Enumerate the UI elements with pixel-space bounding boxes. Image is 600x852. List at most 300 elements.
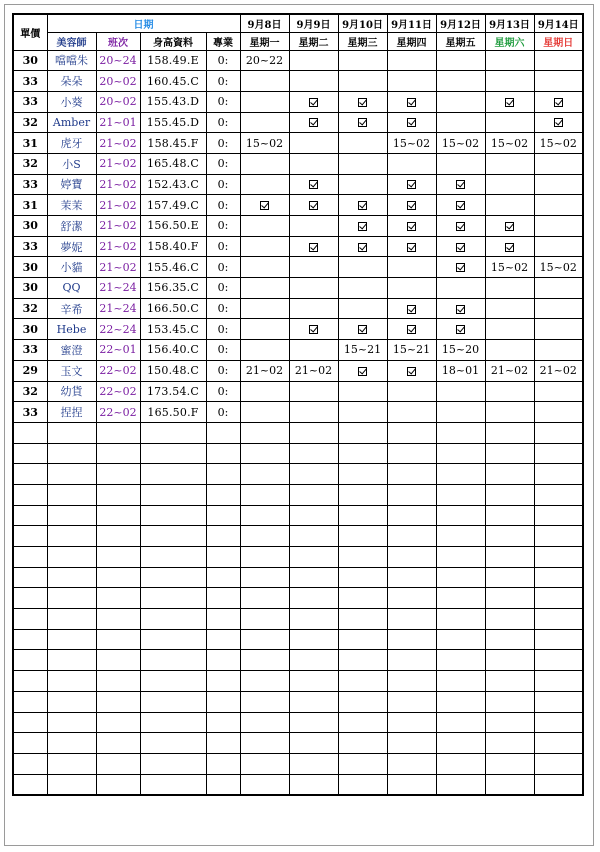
empty-cell[interactable] <box>289 422 338 443</box>
spec-cell[interactable]: 0: <box>206 216 240 237</box>
empty-cell[interactable] <box>485 319 534 340</box>
name-cell[interactable]: 茉茉 <box>47 195 96 216</box>
name-cell[interactable]: 蜜澄 <box>47 340 96 361</box>
time-cell[interactable]: 15~21 <box>387 340 436 361</box>
empty-cell[interactable] <box>96 464 140 485</box>
empty-cell[interactable] <box>485 422 534 443</box>
empty-cell[interactable] <box>240 381 289 402</box>
empty-cell[interactable] <box>140 588 206 609</box>
empty-cell[interactable] <box>96 567 140 588</box>
empty-cell[interactable] <box>47 505 96 526</box>
time-cell[interactable]: 15~21 <box>338 340 387 361</box>
empty-cell[interactable] <box>240 464 289 485</box>
spec-cell[interactable]: 0: <box>206 360 240 381</box>
empty-cell[interactable] <box>436 712 485 733</box>
empty-cell[interactable] <box>436 505 485 526</box>
empty-cell[interactable] <box>240 484 289 505</box>
body-cell[interactable]: 155.46.C <box>140 257 206 278</box>
empty-cell[interactable] <box>436 753 485 774</box>
spec-cell[interactable]: 0: <box>206 195 240 216</box>
empty-cell[interactable] <box>485 733 534 754</box>
empty-cell[interactable] <box>13 422 47 443</box>
body-cell[interactable]: 156.35.C <box>140 278 206 299</box>
empty-cell[interactable] <box>485 650 534 671</box>
spec-cell[interactable]: 0: <box>206 278 240 299</box>
empty-cell[interactable] <box>47 712 96 733</box>
empty-cell[interactable] <box>289 443 338 464</box>
empty-cell[interactable] <box>289 526 338 547</box>
body-cell[interactable]: 150.48.C <box>140 360 206 381</box>
shift-cell[interactable]: 20~02 <box>96 91 140 112</box>
empty-cell[interactable] <box>436 526 485 547</box>
empty-cell[interactable] <box>436 402 485 423</box>
empty-cell[interactable] <box>206 733 240 754</box>
empty-cell[interactable] <box>338 402 387 423</box>
empty-cell[interactable] <box>436 464 485 485</box>
empty-cell[interactable] <box>436 547 485 568</box>
spec-cell[interactable]: 0: <box>206 71 240 92</box>
checked-cell[interactable] <box>338 236 387 257</box>
empty-cell[interactable] <box>96 691 140 712</box>
empty-cell[interactable] <box>534 547 583 568</box>
empty-cell[interactable] <box>338 567 387 588</box>
body-cell[interactable]: 156.50.E <box>140 216 206 237</box>
empty-cell[interactable] <box>436 112 485 133</box>
empty-cell[interactable] <box>534 422 583 443</box>
checked-cell[interactable] <box>289 91 338 112</box>
empty-cell[interactable] <box>13 712 47 733</box>
empty-cell[interactable] <box>534 319 583 340</box>
empty-cell[interactable] <box>240 174 289 195</box>
name-cell[interactable]: QQ <box>47 278 96 299</box>
empty-cell[interactable] <box>206 567 240 588</box>
time-cell[interactable]: 15~02 <box>387 133 436 154</box>
empty-cell[interactable] <box>47 464 96 485</box>
empty-cell[interactable] <box>96 422 140 443</box>
checked-cell[interactable] <box>338 91 387 112</box>
empty-cell[interactable] <box>387 753 436 774</box>
empty-cell[interactable] <box>485 691 534 712</box>
price-cell[interactable]: 30 <box>13 257 47 278</box>
checked-cell[interactable] <box>289 112 338 133</box>
empty-cell[interactable] <box>387 774 436 795</box>
empty-cell[interactable] <box>338 298 387 319</box>
empty-cell[interactable] <box>13 629 47 650</box>
empty-cell[interactable] <box>289 402 338 423</box>
shift-cell[interactable]: 20~24 <box>96 50 140 71</box>
name-cell[interactable]: 捏捏 <box>47 402 96 423</box>
checked-cell[interactable] <box>338 195 387 216</box>
empty-cell[interactable] <box>240 443 289 464</box>
empty-cell[interactable] <box>206 464 240 485</box>
checked-cell[interactable] <box>387 298 436 319</box>
empty-cell[interactable] <box>485 464 534 485</box>
spec-cell[interactable]: 0: <box>206 257 240 278</box>
empty-cell[interactable] <box>534 609 583 630</box>
empty-cell[interactable] <box>338 712 387 733</box>
checked-cell[interactable] <box>387 174 436 195</box>
empty-cell[interactable] <box>534 71 583 92</box>
empty-cell[interactable] <box>47 526 96 547</box>
checked-cell[interactable] <box>289 174 338 195</box>
empty-cell[interactable] <box>534 195 583 216</box>
empty-cell[interactable] <box>206 484 240 505</box>
empty-cell[interactable] <box>436 91 485 112</box>
spec-cell[interactable]: 0: <box>206 236 240 257</box>
empty-cell[interactable] <box>485 547 534 568</box>
body-cell[interactable]: 158.49.E <box>140 50 206 71</box>
checked-cell[interactable] <box>338 319 387 340</box>
empty-cell[interactable] <box>96 443 140 464</box>
empty-cell[interactable] <box>338 133 387 154</box>
empty-cell[interactable] <box>485 278 534 299</box>
name-cell[interactable]: 小葵 <box>47 91 96 112</box>
empty-cell[interactable] <box>534 236 583 257</box>
time-cell[interactable]: 15~20 <box>436 340 485 361</box>
empty-cell[interactable] <box>485 484 534 505</box>
empty-cell[interactable] <box>485 298 534 319</box>
empty-cell[interactable] <box>96 588 140 609</box>
empty-cell[interactable] <box>240 340 289 361</box>
empty-cell[interactable] <box>96 609 140 630</box>
time-cell[interactable]: 21~02 <box>240 360 289 381</box>
shift-cell[interactable]: 21~02 <box>96 174 140 195</box>
spec-cell[interactable]: 0: <box>206 91 240 112</box>
empty-cell[interactable] <box>140 609 206 630</box>
shift-cell[interactable]: 21~01 <box>96 112 140 133</box>
body-cell[interactable]: 153.45.C <box>140 319 206 340</box>
spec-cell[interactable]: 0: <box>206 174 240 195</box>
empty-cell[interactable] <box>206 526 240 547</box>
empty-cell[interactable] <box>387 443 436 464</box>
checked-cell[interactable] <box>338 360 387 381</box>
price-cell[interactable]: 30 <box>13 216 47 237</box>
checked-cell[interactable] <box>289 195 338 216</box>
empty-cell[interactable] <box>240 278 289 299</box>
spec-cell[interactable]: 0: <box>206 319 240 340</box>
empty-cell[interactable] <box>485 774 534 795</box>
price-cell[interactable]: 31 <box>13 195 47 216</box>
empty-cell[interactable] <box>338 381 387 402</box>
empty-cell[interactable] <box>13 774 47 795</box>
empty-cell[interactable] <box>485 402 534 423</box>
empty-cell[interactable] <box>289 464 338 485</box>
empty-cell[interactable] <box>534 629 583 650</box>
name-cell[interactable]: 朵朵 <box>47 71 96 92</box>
empty-cell[interactable] <box>13 609 47 630</box>
empty-cell[interactable] <box>289 381 338 402</box>
empty-cell[interactable] <box>485 588 534 609</box>
empty-cell[interactable] <box>534 216 583 237</box>
empty-cell[interactable] <box>387 505 436 526</box>
empty-cell[interactable] <box>289 650 338 671</box>
empty-cell[interactable] <box>240 547 289 568</box>
empty-cell[interactable] <box>47 588 96 609</box>
empty-cell[interactable] <box>206 505 240 526</box>
empty-cell[interactable] <box>387 671 436 692</box>
empty-cell[interactable] <box>240 319 289 340</box>
shift-cell[interactable]: 22~24 <box>96 319 140 340</box>
body-cell[interactable]: 165.50.F <box>140 402 206 423</box>
empty-cell[interactable] <box>289 753 338 774</box>
empty-cell[interactable] <box>140 712 206 733</box>
empty-cell[interactable] <box>96 712 140 733</box>
empty-cell[interactable] <box>436 671 485 692</box>
empty-cell[interactable] <box>436 381 485 402</box>
empty-cell[interactable] <box>338 629 387 650</box>
empty-cell[interactable] <box>47 567 96 588</box>
empty-cell[interactable] <box>289 774 338 795</box>
empty-cell[interactable] <box>338 547 387 568</box>
empty-cell[interactable] <box>240 112 289 133</box>
empty-cell[interactable] <box>436 691 485 712</box>
empty-cell[interactable] <box>338 774 387 795</box>
checked-cell[interactable] <box>387 236 436 257</box>
price-cell[interactable]: 33 <box>13 91 47 112</box>
checked-cell[interactable] <box>485 236 534 257</box>
empty-cell[interactable] <box>338 464 387 485</box>
body-cell[interactable]: 173.54.C <box>140 381 206 402</box>
spec-cell[interactable]: 0: <box>206 50 240 71</box>
price-cell[interactable]: 32 <box>13 153 47 174</box>
empty-cell[interactable] <box>338 278 387 299</box>
empty-cell[interactable] <box>240 753 289 774</box>
checked-cell[interactable] <box>338 216 387 237</box>
spec-cell[interactable]: 0: <box>206 112 240 133</box>
empty-cell[interactable] <box>436 629 485 650</box>
empty-cell[interactable] <box>485 629 534 650</box>
time-cell[interactable]: 15~02 <box>534 257 583 278</box>
empty-cell[interactable] <box>13 464 47 485</box>
spec-cell[interactable]: 0: <box>206 381 240 402</box>
empty-cell[interactable] <box>485 712 534 733</box>
empty-cell[interactable] <box>436 484 485 505</box>
price-cell[interactable]: 33 <box>13 236 47 257</box>
empty-cell[interactable] <box>240 733 289 754</box>
empty-cell[interactable] <box>436 153 485 174</box>
empty-cell[interactable] <box>140 505 206 526</box>
empty-cell[interactable] <box>436 278 485 299</box>
empty-cell[interactable] <box>240 71 289 92</box>
empty-cell[interactable] <box>534 278 583 299</box>
empty-cell[interactable] <box>140 484 206 505</box>
empty-cell[interactable] <box>140 547 206 568</box>
empty-cell[interactable] <box>13 753 47 774</box>
empty-cell[interactable] <box>96 774 140 795</box>
empty-cell[interactable] <box>534 691 583 712</box>
empty-cell[interactable] <box>338 50 387 71</box>
price-cell[interactable]: 31 <box>13 133 47 154</box>
empty-cell[interactable] <box>240 422 289 443</box>
shift-cell[interactable]: 22~01 <box>96 340 140 361</box>
time-cell[interactable]: 15~02 <box>485 133 534 154</box>
checked-cell[interactable] <box>485 216 534 237</box>
empty-cell[interactable] <box>47 422 96 443</box>
empty-cell[interactable] <box>13 691 47 712</box>
empty-cell[interactable] <box>240 236 289 257</box>
empty-cell[interactable] <box>47 650 96 671</box>
body-cell[interactable]: 158.45.F <box>140 133 206 154</box>
time-cell[interactable]: 21~02 <box>534 360 583 381</box>
checked-cell[interactable] <box>436 236 485 257</box>
empty-cell[interactable] <box>13 671 47 692</box>
empty-cell[interactable] <box>387 588 436 609</box>
empty-cell[interactable] <box>240 153 289 174</box>
empty-cell[interactable] <box>289 505 338 526</box>
empty-cell[interactable] <box>534 50 583 71</box>
empty-cell[interactable] <box>436 567 485 588</box>
empty-cell[interactable] <box>240 650 289 671</box>
empty-cell[interactable] <box>485 671 534 692</box>
price-cell[interactable]: 30 <box>13 278 47 299</box>
shift-cell[interactable]: 22~02 <box>96 360 140 381</box>
empty-cell[interactable] <box>289 691 338 712</box>
empty-cell[interactable] <box>47 443 96 464</box>
empty-cell[interactable] <box>387 422 436 443</box>
empty-cell[interactable] <box>534 505 583 526</box>
empty-cell[interactable] <box>140 753 206 774</box>
empty-cell[interactable] <box>387 629 436 650</box>
time-cell[interactable]: 15~02 <box>485 257 534 278</box>
empty-cell[interactable] <box>96 753 140 774</box>
empty-cell[interactable] <box>289 567 338 588</box>
body-cell[interactable]: 166.50.C <box>140 298 206 319</box>
empty-cell[interactable] <box>289 216 338 237</box>
empty-cell[interactable] <box>485 443 534 464</box>
empty-cell[interactable] <box>13 588 47 609</box>
body-cell[interactable]: 165.48.C <box>140 153 206 174</box>
name-cell[interactable]: 舒潔 <box>47 216 96 237</box>
empty-cell[interactable] <box>338 484 387 505</box>
body-cell[interactable]: 152.43.C <box>140 174 206 195</box>
checked-cell[interactable] <box>387 112 436 133</box>
empty-cell[interactable] <box>96 526 140 547</box>
empty-cell[interactable] <box>338 153 387 174</box>
spec-cell[interactable]: 0: <box>206 402 240 423</box>
checked-cell[interactable] <box>534 112 583 133</box>
name-cell[interactable]: Hebe <box>47 319 96 340</box>
price-cell[interactable]: 30 <box>13 50 47 71</box>
shift-cell[interactable]: 21~02 <box>96 133 140 154</box>
checked-cell[interactable] <box>289 319 338 340</box>
shift-cell[interactable]: 22~02 <box>96 402 140 423</box>
empty-cell[interactable] <box>240 526 289 547</box>
price-cell[interactable]: 29 <box>13 360 47 381</box>
empty-cell[interactable] <box>338 671 387 692</box>
empty-cell[interactable] <box>485 340 534 361</box>
empty-cell[interactable] <box>96 505 140 526</box>
empty-cell[interactable] <box>485 753 534 774</box>
checked-cell[interactable] <box>436 298 485 319</box>
empty-cell[interactable] <box>485 50 534 71</box>
price-cell[interactable]: 33 <box>13 340 47 361</box>
empty-cell[interactable] <box>240 91 289 112</box>
empty-cell[interactable] <box>387 484 436 505</box>
empty-cell[interactable] <box>534 650 583 671</box>
empty-cell[interactable] <box>534 381 583 402</box>
checked-cell[interactable] <box>436 174 485 195</box>
empty-cell[interactable] <box>289 484 338 505</box>
empty-cell[interactable] <box>436 609 485 630</box>
empty-cell[interactable] <box>436 650 485 671</box>
empty-cell[interactable] <box>13 505 47 526</box>
empty-cell[interactable] <box>206 774 240 795</box>
empty-cell[interactable] <box>140 671 206 692</box>
empty-cell[interactable] <box>387 381 436 402</box>
empty-cell[interactable] <box>240 629 289 650</box>
empty-cell[interactable] <box>436 733 485 754</box>
empty-cell[interactable] <box>206 753 240 774</box>
time-cell[interactable]: 18~01 <box>436 360 485 381</box>
checked-cell[interactable] <box>240 195 289 216</box>
empty-cell[interactable] <box>289 278 338 299</box>
empty-cell[interactable] <box>289 133 338 154</box>
empty-cell[interactable] <box>387 609 436 630</box>
empty-cell[interactable] <box>387 691 436 712</box>
empty-cell[interactable] <box>206 609 240 630</box>
shift-cell[interactable]: 20~02 <box>96 71 140 92</box>
checked-cell[interactable] <box>289 236 338 257</box>
shift-cell[interactable]: 21~02 <box>96 216 140 237</box>
empty-cell[interactable] <box>13 484 47 505</box>
name-cell[interactable]: 夢妮 <box>47 236 96 257</box>
empty-cell[interactable] <box>47 484 96 505</box>
empty-cell[interactable] <box>387 50 436 71</box>
empty-cell[interactable] <box>338 753 387 774</box>
empty-cell[interactable] <box>140 422 206 443</box>
empty-cell[interactable] <box>140 650 206 671</box>
checked-cell[interactable] <box>436 257 485 278</box>
empty-cell[interactable] <box>206 712 240 733</box>
checked-cell[interactable] <box>387 216 436 237</box>
empty-cell[interactable] <box>485 71 534 92</box>
empty-cell[interactable] <box>387 733 436 754</box>
empty-cell[interactable] <box>206 443 240 464</box>
name-cell[interactable]: 小貓 <box>47 257 96 278</box>
time-cell[interactable]: 15~02 <box>436 133 485 154</box>
empty-cell[interactable] <box>96 671 140 692</box>
empty-cell[interactable] <box>534 567 583 588</box>
empty-cell[interactable] <box>436 588 485 609</box>
empty-cell[interactable] <box>240 505 289 526</box>
shift-cell[interactable]: 22~02 <box>96 381 140 402</box>
empty-cell[interactable] <box>436 774 485 795</box>
empty-cell[interactable] <box>289 547 338 568</box>
price-cell[interactable]: 32 <box>13 112 47 133</box>
name-cell[interactable]: 玉文 <box>47 360 96 381</box>
empty-cell[interactable] <box>240 588 289 609</box>
empty-cell[interactable] <box>289 733 338 754</box>
spec-cell[interactable]: 0: <box>206 153 240 174</box>
empty-cell[interactable] <box>240 691 289 712</box>
empty-cell[interactable] <box>436 443 485 464</box>
empty-cell[interactable] <box>387 278 436 299</box>
checked-cell[interactable] <box>534 91 583 112</box>
body-cell[interactable]: 156.40.C <box>140 340 206 361</box>
empty-cell[interactable] <box>534 174 583 195</box>
empty-cell[interactable] <box>485 609 534 630</box>
body-cell[interactable]: 158.40.F <box>140 236 206 257</box>
empty-cell[interactable] <box>140 464 206 485</box>
checked-cell[interactable] <box>387 360 436 381</box>
time-cell[interactable]: 21~02 <box>485 360 534 381</box>
empty-cell[interactable] <box>47 733 96 754</box>
body-cell[interactable]: 160.45.C <box>140 71 206 92</box>
empty-cell[interactable] <box>140 567 206 588</box>
empty-cell[interactable] <box>206 547 240 568</box>
spec-cell[interactable]: 0: <box>206 298 240 319</box>
empty-cell[interactable] <box>140 526 206 547</box>
